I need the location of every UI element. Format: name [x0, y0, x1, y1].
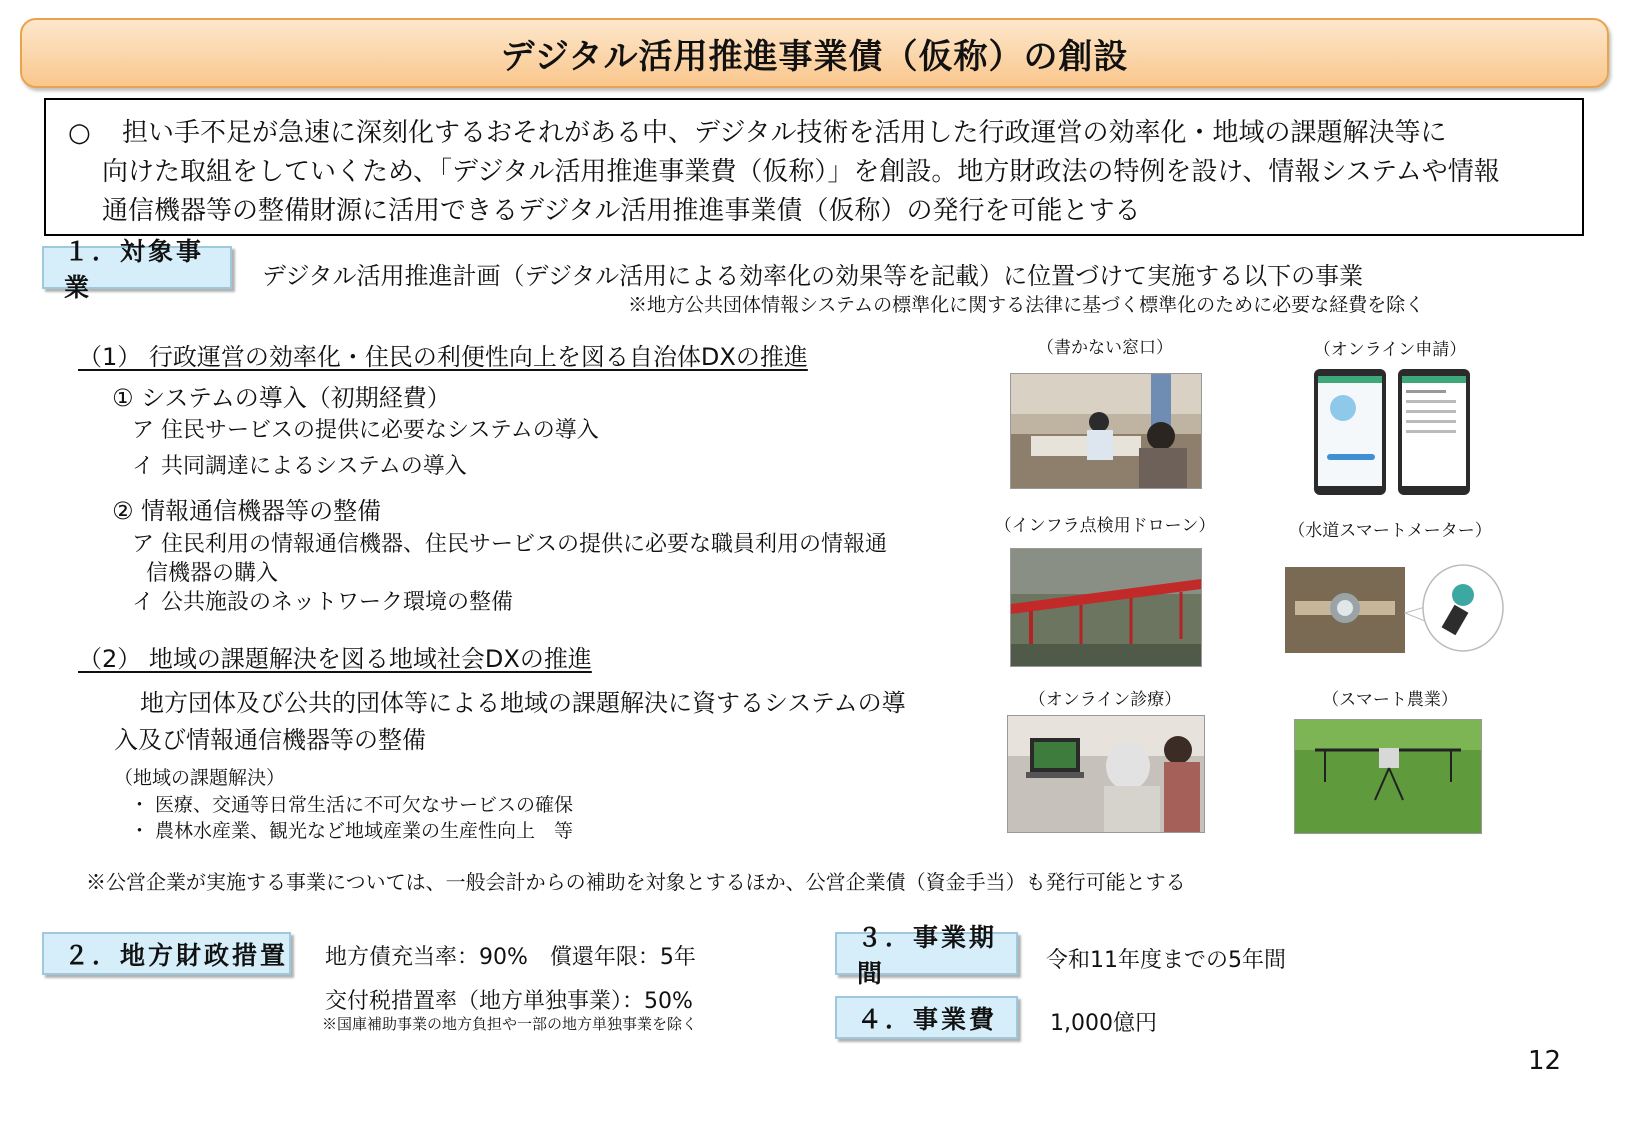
page-number: 12	[1528, 1046, 1562, 1076]
section4-label: ４．事業費	[835, 996, 1018, 1039]
item1-sub1-i: イ 共同調達によるシステムの導入	[132, 454, 467, 479]
online-application-photo	[1313, 368, 1476, 496]
photo-caption: （オンライン申請）	[1313, 340, 1467, 360]
photo-caption: （書かない窓口）	[1037, 338, 1173, 358]
section4-value: 1,000億円	[1050, 1011, 1157, 1036]
smart-farming-photo	[1294, 719, 1482, 834]
summary-line: 担い手不足が急速に深刻化するおそれがある中、デジタル技術を活用した行政運営の効率化・地域の課題解決等に	[122, 118, 1447, 148]
section1-note: ※地方公共団体情報システムの標準化に関する法律に基づく標準化のために必要な経費を除く	[628, 294, 1425, 316]
item1-heading: （1） 行政運営の効率化・住民の利便性向上を図る自治体DXの推進	[78, 343, 808, 371]
photo-caption: （インフラ点検用ドローン）	[994, 516, 1216, 536]
section3-label: ３．事業期間	[835, 932, 1018, 975]
item1-sub2: ② 情報通信機器等の整備	[112, 497, 382, 525]
smart-water-meter-photo	[1285, 563, 1505, 655]
infrastructure-drone-photo	[1010, 548, 1202, 667]
public-enterprise-note: ※公営企業が実施する事業については、一般会計からの補助を対象とするほか、公営企業債（資金手当）も発行可能とする	[86, 870, 1186, 894]
item2-body-line2: 入及び情報通信機器等の整備	[114, 726, 426, 754]
section2-line2: 交付税措置率（地方単独事業）：50%	[325, 989, 693, 1014]
item2-sub-heading: （地域の課題解決）	[114, 767, 286, 789]
section3-value: 令和11年度までの5年間	[1046, 948, 1286, 973]
section2-label: ２．地方財政措置	[42, 932, 291, 975]
section1-label: １．対象事業	[42, 246, 232, 289]
item1-sub1: ① システムの導入（初期経費）	[112, 384, 451, 412]
item1-sub2-a-line2: 信機器の購入	[146, 561, 279, 586]
photo-caption: （スマート農業）	[1322, 690, 1458, 710]
summary-line: 通信機器等の整備財源に活用できるデジタル活用推進事業債（仮称）の発行を可能とする	[102, 196, 1141, 226]
summary-line: 向けた取組をしていくため、「デジタル活用推進事業費（仮称）」を創設。地方財政法の特例を設け、情報システムや情報	[102, 157, 1500, 187]
item2-bullet: ・ 医療、交通等日常生活に不可欠なサービスの確保	[130, 794, 574, 816]
section1-description: デジタル活用推進計画（デジタル活用による効率化の効果等を記載）に位置づけて実施する以下の事業	[262, 262, 1364, 290]
photo-caption: （水道スマートメーター）	[1288, 521, 1492, 541]
page-title: デジタル活用推進事業債（仮称）の創設	[500, 36, 1129, 77]
item2-bullet: ・ 農林水産業、観光など地域産業の生産性向上 等	[130, 820, 574, 842]
counter-photo	[1010, 373, 1202, 489]
summary-box	[44, 98, 1584, 236]
online-clinic-photo	[1007, 715, 1205, 833]
item1-sub1-a: ア 住民サービスの提供に必要なシステムの導入	[132, 418, 599, 443]
section2-note: ※国庫補助事業の地方負担や一部の地方単独事業を除く	[322, 1015, 698, 1033]
item1-sub2-a-line1: ア 住民利用の情報通信機器、住民サービスの提供に必要な職員利用の情報通	[132, 532, 887, 557]
item1-sub2-i: イ 公共施設のネットワーク環境の整備	[132, 590, 513, 615]
photo-caption: （オンライン診療）	[1028, 690, 1182, 710]
item2-heading: （2） 地域の課題解決を図る地域社会DXの推進	[78, 645, 592, 673]
item2-body-line1: 地方団体及び公共的団体等による地域の課題解決に資するシステムの導	[140, 689, 906, 717]
section2-line1: 地方債充当率：90% 償還年限：5年	[325, 945, 696, 970]
summary-bullet: ○	[68, 118, 91, 148]
title-banner	[20, 18, 1609, 88]
